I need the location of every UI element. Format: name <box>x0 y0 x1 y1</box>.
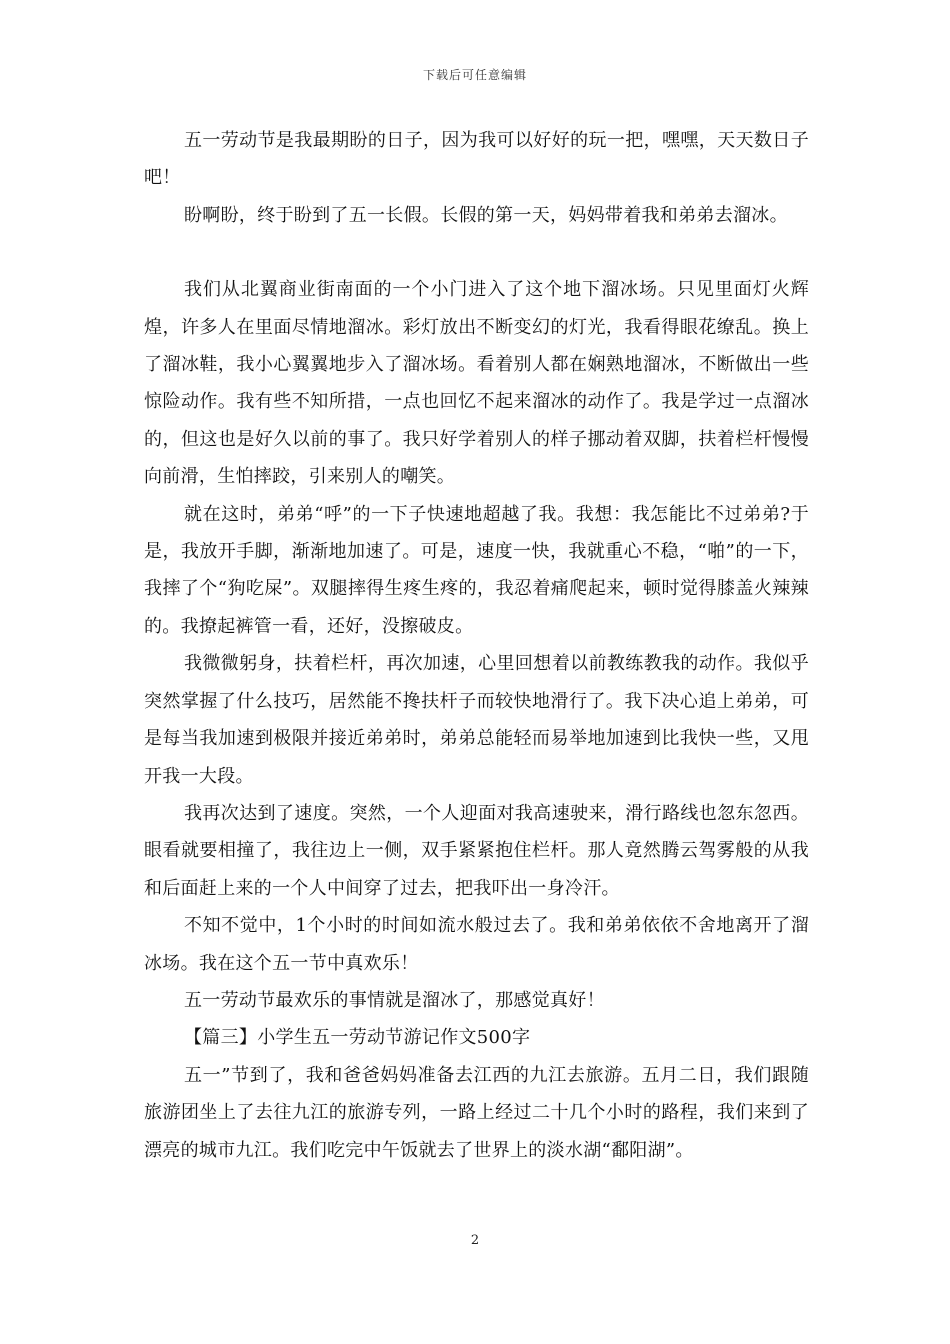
paragraph-near-collision: 我再次达到了速度。突然，一个人迎面对我高速驶来，滑行路线也忽东忽西。眼看就要相撞了，我往边上一侧，双手紧紧抱住栏杆。那人竟然腾云驾雾般的从我和后面赶上来的一个人中间穿了过去，把我吓出一身冷汗。 <box>144 802 809 899</box>
paragraph-speeding-up: 我微微躬身，扶着栏杆，再次加速，心里回想着以前教练教我的动作。我似乎突然掌握了什么技巧，居然能不搀扶杆子而较快地滑行了。我下决心追上弟弟，可是每当我加速到极限并接近弟弟时，弟弟总能轻而易举地加速到比我快一些，又甩开我一大段。 <box>144 653 809 787</box>
paragraph-holiday-start: 盼啊盼，终于盼到了五一长假。长假的第一天，妈妈带着我和弟弟去溜冰。 <box>184 204 788 226</box>
paragraph-jiujiang-trip: 五一”节到了，我和爸爸妈妈准备去江西的九江去旅游。五月二日，我们跟随旅游团坐上了去往九江的旅游专列，一路上经过二十几个小时的路程，我们来到了漂亮的城市九江。我们吃完中午饭就去了世界上的淡水湖“鄱阳湖”。 <box>144 1064 809 1161</box>
paragraph-intro: 五一劳动节是我最期盼的日子，因为我可以好好的玩一把，嘿嘿，天天数日子吧！ <box>144 130 809 189</box>
page-number: 2 <box>470 1233 480 1248</box>
paragraph-conclusion: 五一劳动节最欢乐的事情就是溜冰了，那感觉真好！ <box>184 989 605 1011</box>
section-heading: 【篇三】小学生五一劳动节游记作文500字 <box>184 1027 531 1049</box>
paragraph-spacer <box>144 234 809 271</box>
paragraph-brother-overtakes: 就在这时，弟弟“呼”的一下子快速地超越了我。我想：我怎能比不过弟弟?于是，我放开手脚，渐渐地加速了。可是，速度一快，我就重心不稳，“啪”的一下，我摔了个“狗吃屎”。双腿摔得生疼生疼的，我忍着痛爬起来，顿时觉得膝盖火辣辣的。我撩起裤管一看，还好，没擦破皮。 <box>144 503 809 637</box>
paragraph-rink-arrival: 我们从北翼商业街南面的一个小门进入了这个地下溜冰场。只见里面灯火辉煌，许多人在里面尽情地溜冰。彩灯放出不断变幻的灯光，我看得眼花缭乱。换上了溜冰鞋，我小心翼翼地步入了溜冰场。看着别人都在娴熟地溜冰，不断做出一些惊险动作。我有些不知所措，一点也回忆不起来溜冰的动作了。我是学过一点溜冰的，但这也是好久以前的事了。我只好学着别人的样子挪动着双脚，扶着栏杆慢慢向前滑，生怕摔跤，引来别人的嘲笑。 <box>144 279 809 488</box>
paragraph-leaving-rink: 不知不觉中，1个小时的时间如流水般过去了。我和弟弟依依不舍地离开了溜冰场。我在这个五一节中真欢乐！ <box>144 915 809 974</box>
page-header: 下载后可任意编辑 <box>422 68 527 82</box>
document-body <box>144 122 809 1169</box>
